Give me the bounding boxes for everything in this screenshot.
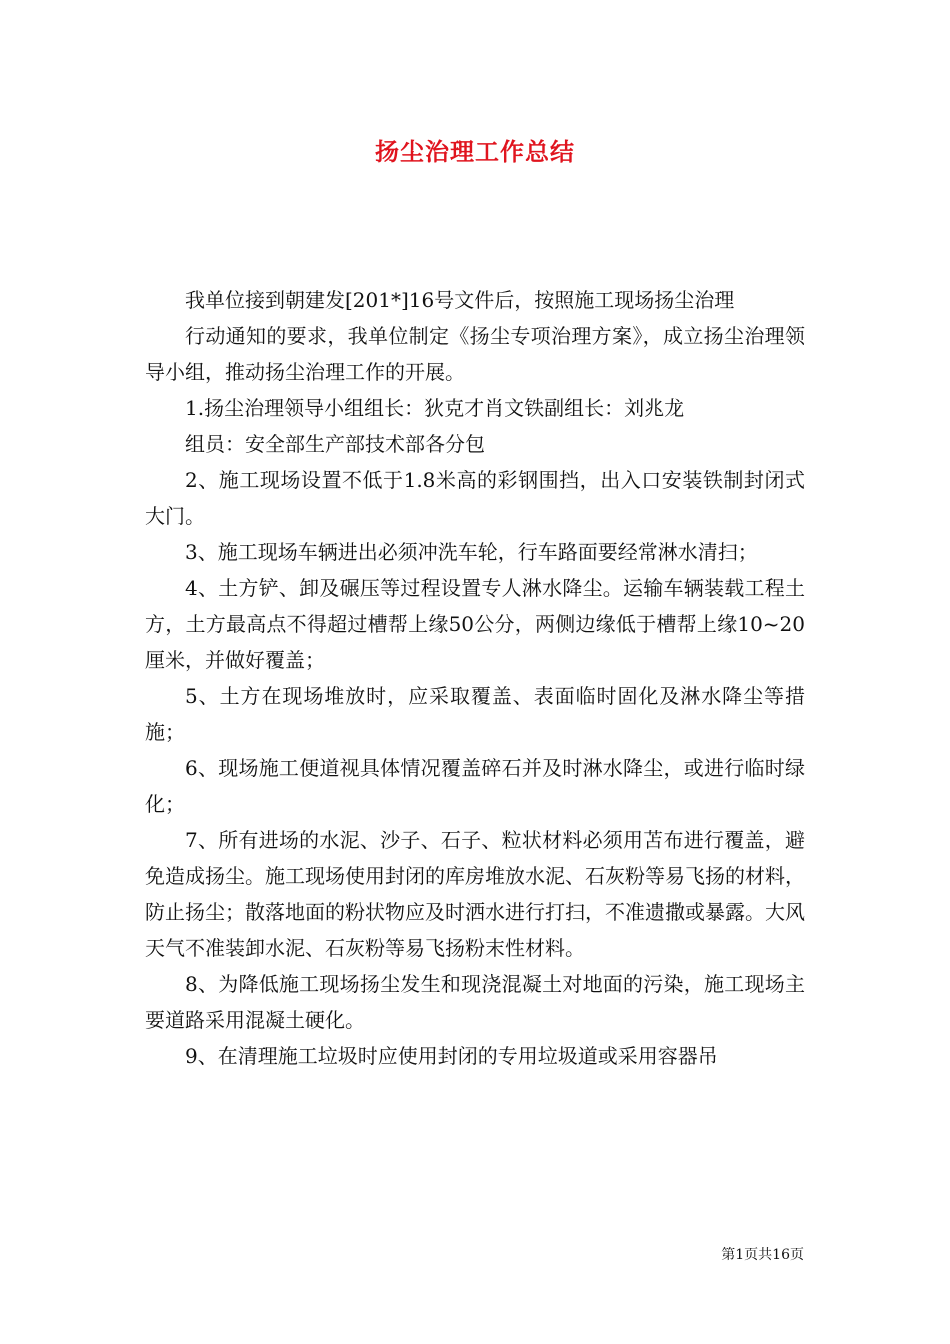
paragraph: 我单位接到朝建发[201*]16号文件后，按照施工现场扬尘治理: [185, 288, 735, 312]
paragraph: 5、土方在现场堆放时，应采取覆盖、表面临时固化及淋水降尘等措施；: [145, 684, 805, 744]
document-body: [145, 282, 805, 1074]
page-number: 第1页共16页: [721, 1247, 804, 1263]
paragraph: 7、所有进场的水泥、沙子、石子、粒状材料必须用苫布进行覆盖，避免造成扬尘。施工现场使用封闭的库房堆放水泥、石灰粉等易飞扬的材料，防止扬尘；散落地面的粉状物应及时洒水进行打扫，不准遗撒或暴露。大风天气不准装卸水泥、石灰粉等易飞扬粉末性材料。: [145, 828, 805, 960]
paragraph: 3、施工现场车辆进出必须冲洗车轮，行车路面要经常淋水清扫；: [185, 540, 758, 564]
paragraph: 组员：安全部生产部技术部各分包: [185, 432, 485, 456]
paragraph: 8、为降低施工现场扬尘发生和现浇混凝土对地面的污染，施工现场主要道路采用混凝土硬化。: [145, 972, 805, 1032]
document-title: 扬尘治理工作总结: [375, 137, 575, 166]
paragraph: 行动通知的要求，我单位制定《扬尘专项治理方案》，成立扬尘治理领导小组，推动扬尘治理工作的开展。: [145, 324, 805, 384]
paragraph: 6、现场施工便道视具体情况覆盖碎石并及时淋水降尘，或进行临时绿化；: [145, 756, 805, 816]
paragraph: 2、施工现场设置不低于1.8米高的彩钢围挡，出入口安装铁制封闭式大门。: [145, 468, 805, 528]
paragraph: 1.扬尘治理领导小组组长：狄克才肖文铁副组长：刘兆龙: [185, 396, 685, 420]
paragraph: 4、土方铲、卸及碾压等过程设置专人淋水降尘。运输车辆装载工程土方，土方最高点不得超过槽帮上缘50公分，两侧边缘低于槽帮上缘10~20厘米，并做好覆盖；: [145, 576, 805, 672]
paragraph: 9、在清理施工垃圾时应使用封闭的专用垃圾道或采用容器吊: [185, 1044, 718, 1068]
